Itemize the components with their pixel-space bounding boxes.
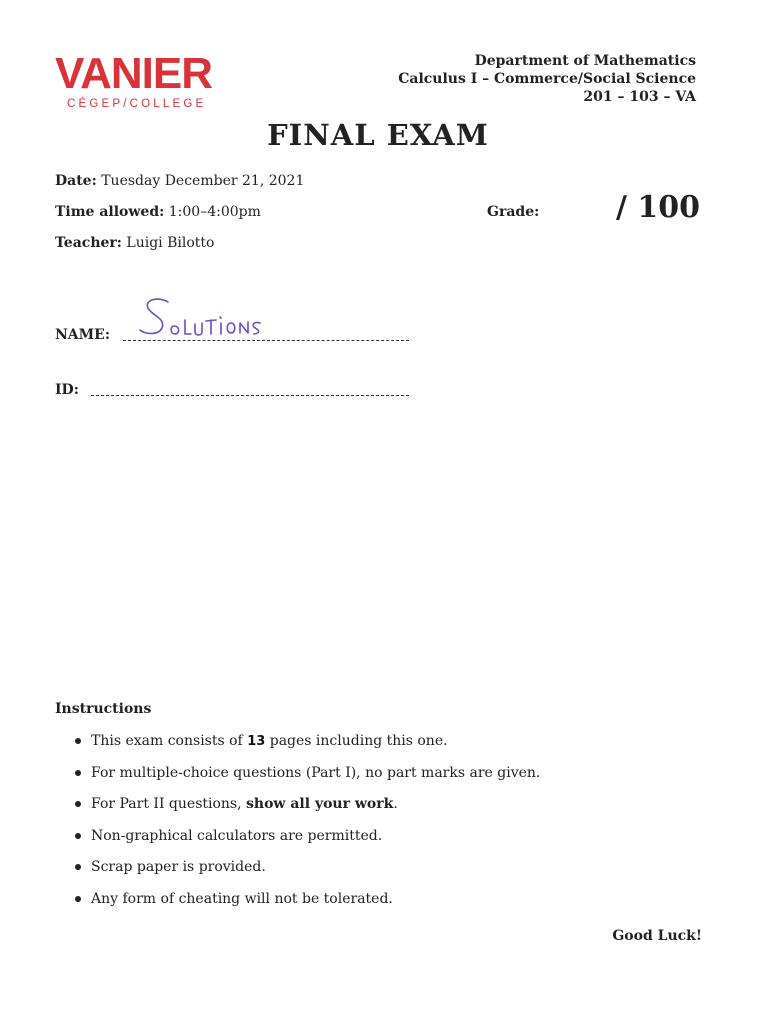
instruction-text: pages including this one. — [265, 733, 448, 749]
course-name: Calculus I – Commerce/Social Science — [398, 71, 696, 87]
date-row — [55, 173, 304, 189]
list-item — [75, 890, 540, 922]
department-name: Department of Mathematics — [474, 53, 696, 69]
course-code: 201 – 103 – VA — [583, 89, 696, 105]
time-label: Time allowed: — [55, 204, 165, 220]
department-header — [398, 52, 696, 106]
instruction-text: Non-graphical calculators are permitted. — [91, 827, 383, 844]
teacher-row — [55, 235, 214, 251]
list-item — [75, 827, 540, 859]
time-row — [55, 204, 261, 220]
teacher-value: Luigi Bilotto — [126, 235, 215, 251]
name-label: NAME: — [55, 327, 110, 343]
vanier-logo — [55, 49, 235, 112]
bullet-icon — [75, 801, 81, 807]
date-value: Tuesday December 21, 2021 — [101, 173, 305, 189]
instruction-text: This exam consists of — [91, 733, 248, 749]
good-luck-text: Good Luck! — [612, 928, 702, 944]
instruction-text: . — [393, 796, 398, 812]
logo-subtitle: CÉGEP/COLLEGE — [67, 98, 207, 110]
instruction-text: For Part II questions, — [91, 796, 247, 812]
page-title: FINAL EXAM — [267, 118, 489, 152]
bullet-icon — [75, 896, 81, 902]
id-label: ID: — [55, 382, 79, 398]
instruction-emphasis: show all your work — [246, 796, 394, 812]
page-count-handwritten: 13 — [247, 734, 266, 749]
grade-value: / 100 — [616, 190, 701, 225]
instructions-list — [75, 732, 540, 921]
list-item — [75, 858, 540, 890]
bullet-icon — [75, 770, 81, 776]
id-line[interactable] — [91, 395, 409, 396]
logo-wordmark: VANIER — [55, 49, 212, 98]
list-item — [75, 764, 540, 796]
bullet-icon — [75, 833, 81, 839]
handwritten-solutions — [136, 292, 276, 342]
time-value: 1:00–4:00pm — [168, 204, 261, 220]
date-label: Date: — [55, 173, 97, 189]
bullet-icon — [75, 864, 81, 870]
instruction-text: Scrap paper is provided. — [91, 859, 266, 875]
teacher-label: Teacher: — [55, 235, 122, 251]
instruction-text: For multiple-choice questions (Part I), no part marks are given. — [91, 764, 541, 781]
grade-label: Grade: — [487, 204, 540, 220]
bullet-icon — [75, 738, 81, 744]
list-item — [75, 795, 540, 827]
list-item — [75, 732, 540, 764]
instructions-heading: Instructions — [55, 701, 152, 717]
instruction-text: Any form of cheating will not be tolerated. — [91, 890, 393, 907]
